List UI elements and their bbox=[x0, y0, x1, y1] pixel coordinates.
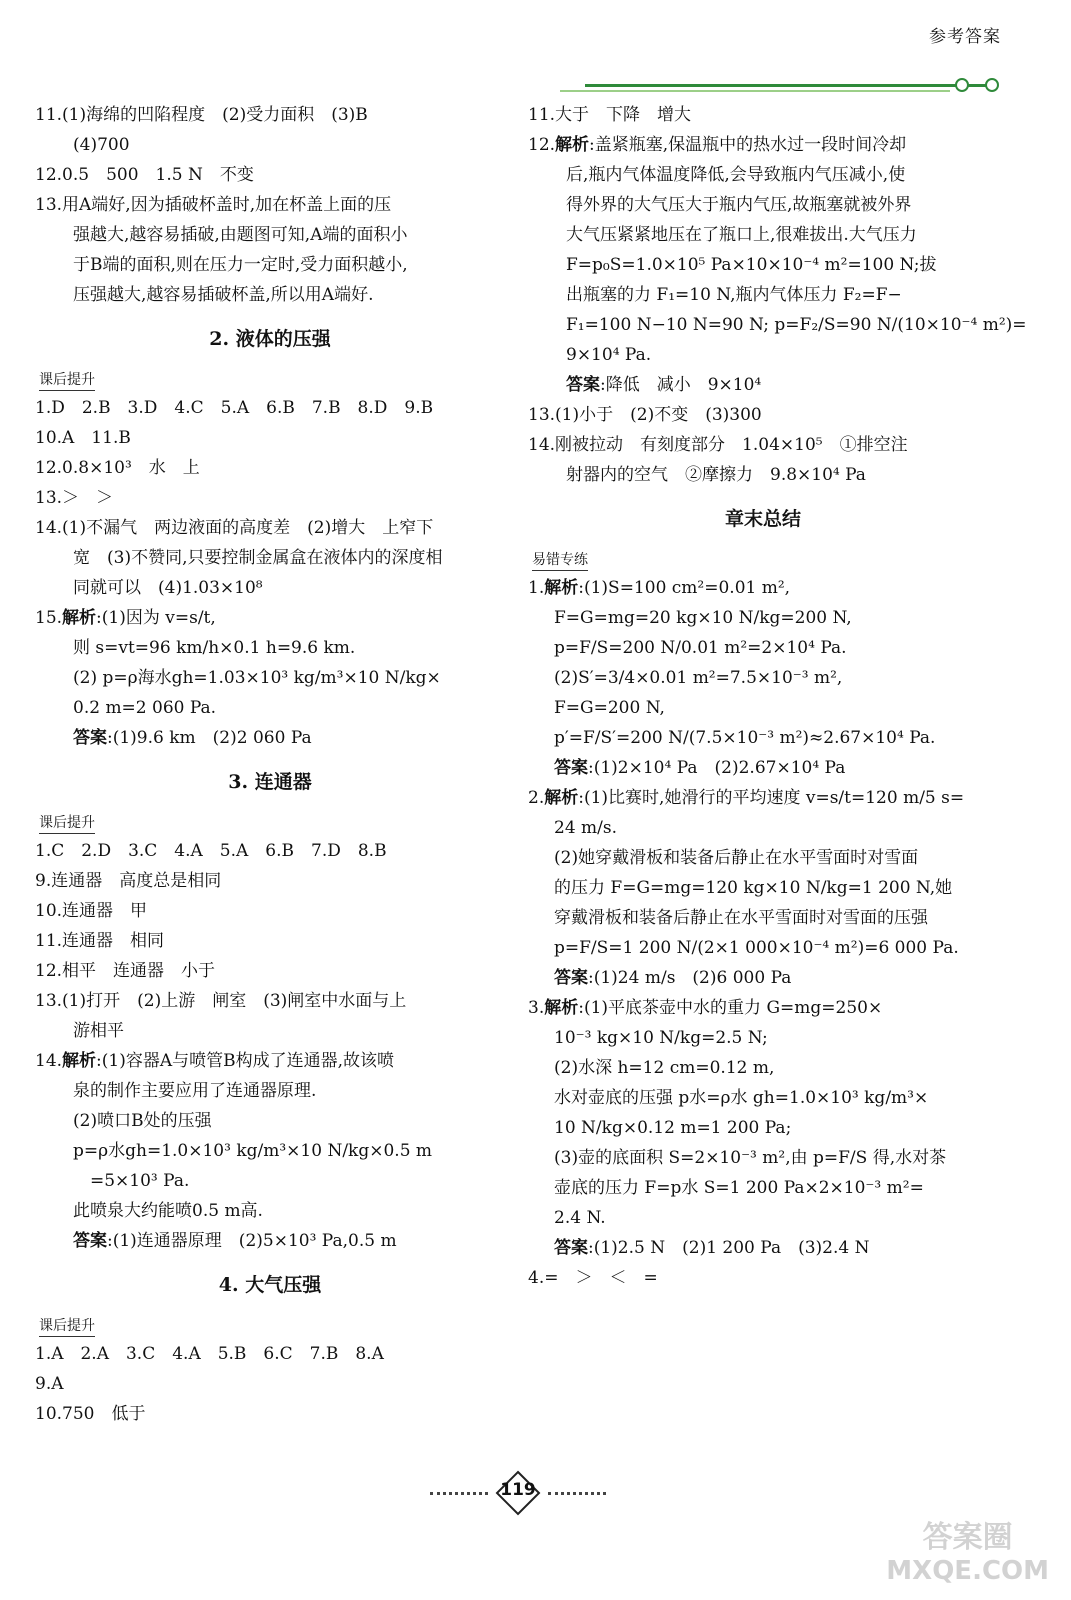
answer-text: :(1)9.6 km (2)2 060 Pa bbox=[107, 728, 312, 748]
subsection-tag-row bbox=[35, 809, 505, 836]
answer-line bbox=[528, 1233, 998, 1263]
answer-line bbox=[35, 1046, 505, 1076]
answer-line bbox=[528, 783, 998, 813]
answer-line bbox=[528, 573, 998, 603]
right-column bbox=[528, 100, 1027, 1293]
subsection-tag-row bbox=[528, 546, 998, 573]
subsection-tag-row bbox=[35, 1312, 505, 1339]
answer-line: F=p₀S=1.0×10⁵ Pa×10×10⁻⁴ m²=100 N;拔 bbox=[566, 255, 937, 275]
answer-line bbox=[528, 130, 998, 160]
subsection-tag-row bbox=[35, 366, 505, 393]
section-heading: 2. 液体的压强 bbox=[209, 328, 331, 350]
answer-line: 壶底的压力 F=p水 S=1 200 Pa×2×10⁻³ m²= bbox=[554, 1178, 924, 1198]
answer-line: (2)她穿戴滑板和装备后静止在水平雪面时对雪面 bbox=[554, 848, 919, 868]
answer-keyword: 答案 bbox=[554, 968, 588, 988]
question-number: 15. bbox=[35, 608, 63, 628]
answer-text: :盖紧瓶塞,保温瓶中的热水过一段时间冷却 bbox=[589, 135, 907, 155]
subsection-tag: 课后提升 bbox=[39, 370, 95, 391]
answer-line: (3)壶的底面积 S=2×10⁻³ m²,由 p=F/S 得,水对茶 bbox=[554, 1148, 947, 1168]
answer-line: 11.(1)海绵的凹陷程度 (2)受力面积 (3)B bbox=[35, 105, 368, 125]
question-number: 12. bbox=[528, 135, 556, 155]
answer-text: :(1)容器A与喷管B构成了连通器,故该喷 bbox=[96, 1051, 395, 1071]
answer-keyword: 答案 bbox=[554, 758, 588, 778]
answer-keyword: 解析 bbox=[62, 1051, 97, 1071]
watermark-logo bbox=[886, 1512, 1049, 1586]
answer-line bbox=[35, 603, 505, 633]
question-number: 2. bbox=[528, 788, 545, 808]
answer-line: 泉的制作主要应用了连通器原理. bbox=[73, 1081, 317, 1101]
answer-text: :(1)平底茶壶中水的重力 G=mg=250× bbox=[578, 998, 883, 1018]
header-dot-icon bbox=[955, 78, 969, 92]
subsection-tag: 易错专练 bbox=[532, 550, 588, 571]
answer-line: 压强越大,越容易插破杯盖,所以用A端好. bbox=[73, 285, 374, 305]
section-heading: 4. 大气压强 bbox=[218, 1274, 322, 1296]
answer-text: :(1)因为 v=s/t, bbox=[96, 608, 216, 628]
answer-line: 同就可以 (4)1.03×10⁸ bbox=[73, 578, 263, 598]
answer-keyword: 答案 bbox=[73, 728, 107, 748]
answer-line: 1.C 2.D 3.C 4.A 5.A 6.B 7.D 8.B bbox=[35, 841, 387, 861]
answer-line: 11.连通器 相同 bbox=[35, 931, 165, 951]
left-column bbox=[35, 100, 505, 1429]
answer-keyword: 解析 bbox=[544, 578, 579, 598]
answer-line: 10.750 低于 bbox=[35, 1404, 146, 1424]
watermark-line1: 答案圈 bbox=[922, 1520, 1013, 1555]
page-header-title: 参考答案 bbox=[929, 27, 1001, 47]
answer-line: 13.(1)打开 (2)上游 闸室 (3)闸室中水面与上 bbox=[35, 991, 407, 1011]
question-number: 14. bbox=[35, 1051, 63, 1071]
answer-line: p=ρ水gh=1.0×10³ kg/m³×10 N/kg×0.5 m bbox=[73, 1141, 433, 1161]
answer-line: 11.大于 下降 增大 bbox=[528, 105, 692, 125]
answer-text: :(1)24 m/s (2)6 000 Pa bbox=[588, 968, 792, 988]
answer-text: :(1)2.5 N (2)1 200 Pa (3)2.4 N bbox=[588, 1238, 870, 1258]
question-number: 3. bbox=[528, 998, 545, 1018]
answer-line: (2) p=ρ海水gh=1.03×10³ kg/m³×10 N/kg× bbox=[73, 668, 441, 688]
answer-line: 后,瓶内气体温度降低,会导致瓶内气压减小,使 bbox=[566, 165, 906, 185]
watermark-line2: MXQE.COM bbox=[886, 1556, 1049, 1586]
section-heading: 章末总结 bbox=[724, 508, 801, 530]
answer-line: 穿戴滑板和装备后静止在水平雪面时对雪面的压强 bbox=[554, 908, 928, 928]
answer-line: 24 m/s. bbox=[554, 818, 618, 838]
answer-line bbox=[528, 370, 998, 400]
answer-line: 出瓶塞的力 F₁=10 N,瓶内气体压力 F₂=F− bbox=[566, 285, 902, 305]
answer-keyword: 答案 bbox=[73, 1231, 107, 1251]
answer-line: 9×10⁴ Pa. bbox=[566, 345, 652, 365]
page-number-dots-left bbox=[430, 1492, 488, 1495]
answer-line: 10.连通器 甲 bbox=[35, 901, 148, 921]
answer-line: (2)水深 h=12 cm=0.12 m, bbox=[554, 1058, 775, 1078]
answer-line bbox=[528, 963, 998, 993]
answer-keyword: 解析 bbox=[555, 135, 590, 155]
answer-keyword: 解析 bbox=[62, 608, 97, 628]
answer-line: 射器内的空气 ②摩擦力 9.8×10⁴ Pa bbox=[566, 465, 866, 485]
answer-line: 游相平 bbox=[73, 1021, 124, 1041]
answer-line: 此喷泉大约能喷0.5 m高. bbox=[73, 1201, 263, 1221]
answer-line: 1.D 2.B 3.D 4.C 5.A 6.B 7.B 8.D 9.B bbox=[35, 398, 434, 418]
answer-line: 大气压紧紧地压在了瓶口上,很难拔出.大气压力 bbox=[566, 225, 917, 245]
answer-line: 的压力 F=G=mg=120 kg×10 N/kg=1 200 N,她 bbox=[554, 878, 953, 898]
answer-line: 10.A 11.B bbox=[35, 428, 131, 448]
answer-line: 13.(1)小于 (2)不变 (3)300 bbox=[528, 405, 762, 425]
answer-line: p=F/S=200 N/0.01 m²=2×10⁴ Pa. bbox=[554, 638, 847, 658]
answer-text: :(1)S=100 cm²=0.01 m², bbox=[578, 578, 791, 598]
answer-line: 强越大,越容易插破,由题图可知,A端的面积小 bbox=[73, 225, 408, 245]
answer-line: 1.A 2.A 3.C 4.A 5.B 6.C 7.B 8.A bbox=[35, 1344, 384, 1364]
answer-line: (4)700 bbox=[73, 135, 130, 155]
answer-line: 14.(1)不漏气 两边液面的高度差 (2)增大 上窄下 bbox=[35, 518, 434, 538]
answer-line: 9.连通器 高度总是相同 bbox=[35, 871, 222, 891]
answer-line: 宽 (3)不赞同,只要控制金属盒在液体内的深度相 bbox=[73, 548, 443, 568]
answer-line bbox=[35, 1226, 505, 1256]
answer-line: 9.A bbox=[35, 1374, 64, 1394]
answer-line: 13.＞ ＞ bbox=[35, 488, 114, 508]
answer-line: 12.相平 连通器 小于 bbox=[35, 961, 216, 981]
answer-text: :(1)连通器原理 (2)5×10³ Pa,0.5 m bbox=[107, 1231, 397, 1251]
answer-line: 10 N/kg×0.12 m=1 200 Pa; bbox=[554, 1118, 792, 1138]
answer-line: F₁=100 N−10 N=90 N; p=F₂/S=90 N/(10×10⁻⁴ m²)= bbox=[566, 315, 1027, 335]
answer-line: =5×10³ Pa. bbox=[73, 1171, 190, 1191]
question-number: 1. bbox=[528, 578, 545, 598]
section-heading: 3. 连通器 bbox=[228, 771, 312, 793]
answer-line: 10⁻³ kg×10 N/kg=2.5 N; bbox=[554, 1028, 768, 1048]
answer-line: 14.刚被拉动 有刻度部分 1.04×10⁵ ①排空注 bbox=[528, 435, 908, 455]
answer-text: :降低 减小 9×10⁴ bbox=[600, 375, 762, 395]
answer-line: p=F/S=1 200 N/(2×1 000×10⁻⁴ m²)=6 000 Pa. bbox=[554, 938, 959, 958]
answer-line: 则 s=vt=96 km/h×0.1 h=9.6 km. bbox=[73, 638, 356, 658]
page-number-dots-right bbox=[548, 1492, 606, 1495]
answer-line: F=G=mg=20 kg×10 N/kg=200 N, bbox=[554, 608, 852, 628]
answer-line: 4.= ＞ ＜ = bbox=[528, 1268, 658, 1288]
answer-line: (2)S′=3/4×0.01 m²=7.5×10⁻³ m², bbox=[554, 668, 843, 688]
answer-keyword: 解析 bbox=[544, 788, 579, 808]
header-dot-icon bbox=[985, 78, 999, 92]
answer-line: F=G=200 N, bbox=[554, 698, 665, 718]
header-rule bbox=[585, 84, 997, 87]
answer-line: 12.0.8×10³ 水 上 bbox=[35, 458, 200, 478]
answer-line: 水对壶底的压强 p水=ρ水 gh=1.0×10³ kg/m³× bbox=[554, 1088, 929, 1108]
answer-keyword: 解析 bbox=[544, 998, 579, 1018]
answer-line: 得外界的大气压大于瓶内气压,故瓶塞就被外界 bbox=[566, 195, 912, 215]
header-rule-light bbox=[560, 90, 950, 92]
subsection-tag: 课后提升 bbox=[39, 813, 95, 834]
answer-line: 0.2 m=2 060 Pa. bbox=[73, 698, 217, 718]
answer-keyword: 答案 bbox=[554, 1238, 588, 1258]
answer-line: 13.用A端好,因为插破杯盖时,加在杯盖上面的压 bbox=[35, 195, 392, 215]
answer-text: :(1)比赛时,她滑行的平均速度 v=s/t=120 m/5 s= bbox=[578, 788, 965, 808]
answer-keyword: 答案 bbox=[566, 375, 600, 395]
answer-line: p′=F/S′=200 N/(7.5×10⁻³ m²)≈2.67×10⁴ Pa. bbox=[554, 728, 936, 748]
page-number: 119 bbox=[500, 1480, 536, 1500]
answer-line bbox=[528, 993, 998, 1023]
answer-line: 12.0.5 500 1.5 N 不变 bbox=[35, 165, 254, 185]
answer-text: :(1)2×10⁴ Pa (2)2.67×10⁴ Pa bbox=[588, 758, 846, 778]
answer-line: (2)喷口B处的压强 bbox=[73, 1111, 212, 1131]
answer-line bbox=[35, 723, 505, 753]
answer-line: 于B端的面积,则在压力一定时,受力面积越小, bbox=[73, 255, 408, 275]
subsection-tag: 课后提升 bbox=[39, 1316, 95, 1337]
answer-line bbox=[528, 753, 998, 783]
answer-line: 2.4 N. bbox=[554, 1208, 606, 1228]
